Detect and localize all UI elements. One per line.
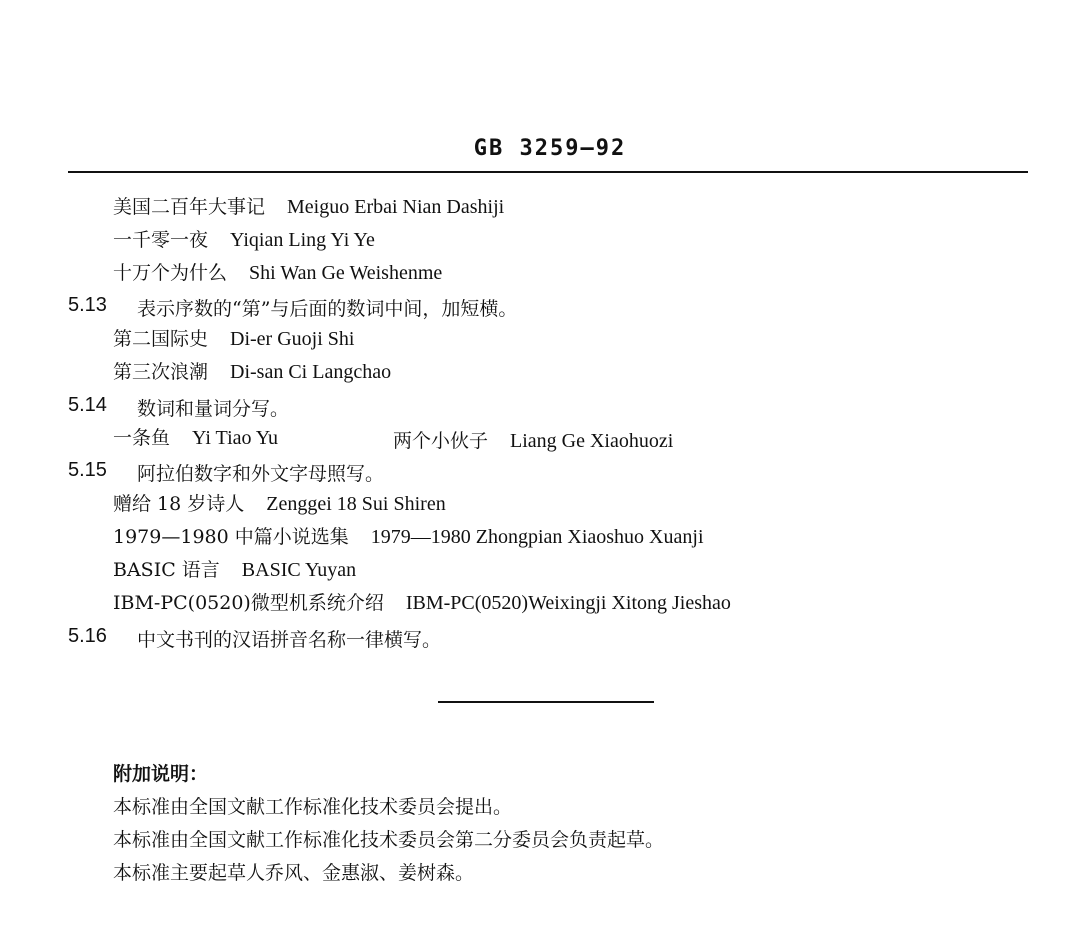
example-line [393,426,673,453]
clause-text: 数词和量词分写。 [137,398,290,420]
example-hanzi: 一条鱼 [113,427,171,449]
example-pinyin: Di-er Guoji Shi [230,328,355,350]
example-line [113,426,278,450]
example-line [113,228,375,252]
example-hanzi: 第二国际史 [113,328,209,350]
example-line [113,261,442,285]
example-pinyin: 1979—1980 Zhongpian Xiaoshuo Xuanji [370,526,704,548]
clause-number: 5.16 [68,625,107,647]
example-pinyin: Shi Wan Ge Weishenme [249,262,443,284]
example-hanzi: IBM-PC(0520)微型机系统介绍 [113,592,384,614]
example-pinyin: IBM-PC(0520)Weixingji Xitong Jieshao [405,592,731,614]
clause-text: 中文书刊的汉语拼音名称一律横写。 [137,629,442,651]
clause-number: 5.13 [68,294,107,316]
example-line [113,492,446,516]
example-line [113,327,354,351]
example-hanzi: 1979—1980 中篇小说选集 [113,526,349,548]
example-pinyin: Liang Ge Xiaohuozi [510,430,674,452]
example-line [113,591,731,615]
example-hanzi: 十万个为什么 [113,262,228,284]
example-hanzi: BASIC 语言 [113,559,220,581]
section-divider [438,701,654,703]
example-line [113,558,356,582]
example-hanzi: 一千零一夜 [113,229,209,251]
example-pinyin: BASIC Yuyan [241,559,357,581]
example-hanzi: 第三次浪潮 [113,361,209,383]
example-pinyin: Yiqian Ling Yi Ye [230,229,375,251]
example-hanzi: 两个小伙子 [393,430,489,452]
example-line [113,360,391,384]
header-rule [68,171,1028,173]
clause-number: 5.14 [68,394,107,416]
clause-text: 阿拉伯数字和外文字母照写。 [137,463,385,485]
clause-number: 5.15 [68,459,107,481]
example-pinyin: Meiguo Erbai Nian Dashiji [287,196,505,218]
example-hanzi: 赠给 18 岁诗人 [113,493,245,515]
example-pinyin: Yi Tiao Yu [192,427,278,449]
additional-note-line: 本标准由全国文献工作标准化技术委员会第二分委员会负责起草。 [113,829,665,851]
standard-code-header: GB 3259—92 [473,136,627,161]
example-hanzi: 美国二百年大事记 [113,196,266,218]
example-pinyin: Di-san Ci Langchao [230,361,392,383]
example-pinyin: Zenggei 18 Sui Shiren [266,493,446,515]
additional-note-line: 本标准由全国文献工作标准化技术委员会提出。 [113,796,513,818]
additional-notes-title: 附加说明： [113,763,209,785]
clause-text: 表示序数的“第”与后面的数词中间，加短横。 [137,298,518,320]
example-line [113,525,704,549]
example-line [113,195,504,219]
additional-note-line: 本标准主要起草人乔风、金惠淑、姜树森。 [113,862,475,884]
